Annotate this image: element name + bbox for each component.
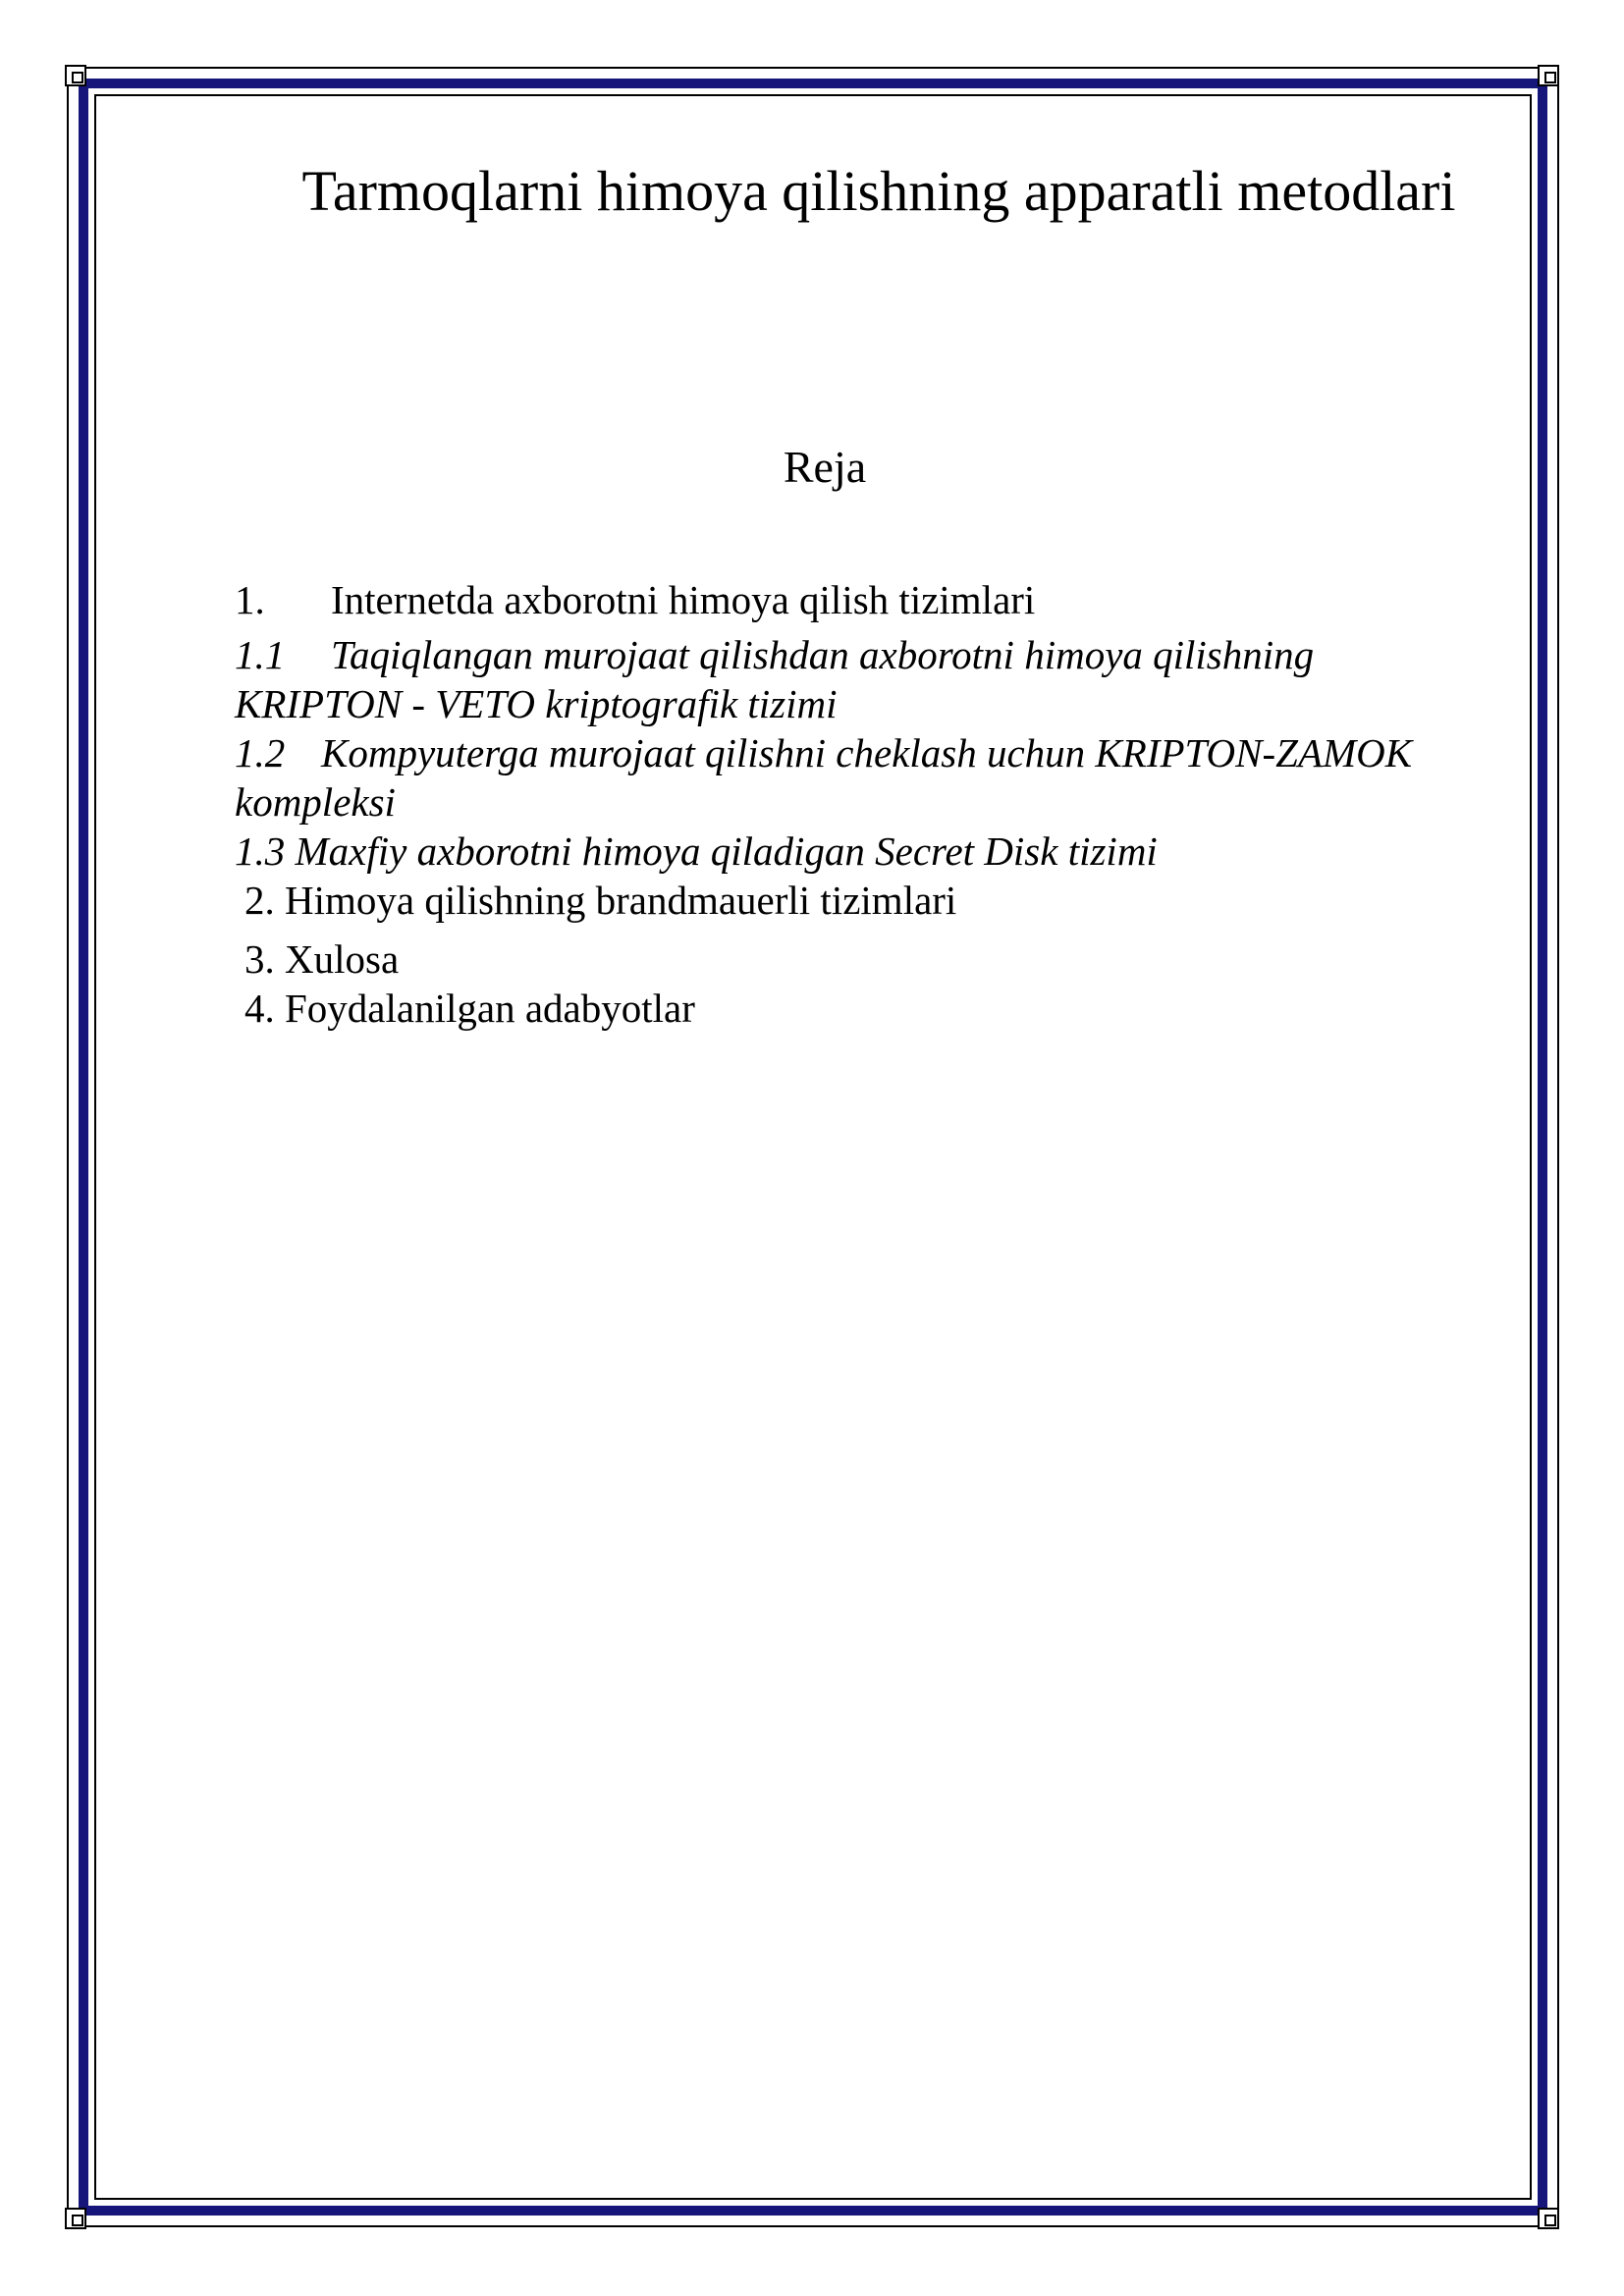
border-corner-ornament <box>1538 65 1559 86</box>
toc-item-number: 1.1 <box>235 632 286 677</box>
toc-item-text: Kompyuterga murojaat qilishni cheklash uchun KRIPTON-ZAMOK <box>321 730 1413 775</box>
toc-item-number: 2. <box>244 878 275 923</box>
toc-item-text: Himoya qilishning brandmauerli tizimlari <box>285 878 957 923</box>
toc-item <box>235 630 1531 679</box>
page-border-inner <box>94 94 1532 2200</box>
toc-item-number: 1. <box>235 577 265 622</box>
border-corner-ornament <box>65 2208 86 2229</box>
toc-item-number: 1.2 <box>235 730 286 775</box>
toc-item <box>235 984 1531 1033</box>
toc-item <box>235 876 1531 925</box>
toc-item <box>235 728 1531 777</box>
toc-item-text: Internetda axborotni himoya qilish tizimlari <box>331 577 1036 622</box>
toc-item-number: 1.3 <box>235 828 286 874</box>
table-of-contents <box>235 575 1531 1033</box>
toc-item <box>235 575 1531 624</box>
border-corner-ornament <box>65 65 86 86</box>
toc-item-continuation: KRIPTON - VETO kriptografik tizimi <box>235 681 838 726</box>
toc-item-number: 3. <box>244 936 275 982</box>
border-corner-ornament <box>1538 2208 1559 2229</box>
toc-item-text: Taqiqlangan murojaat qilishdan axborotni himoya qilishning <box>331 632 1315 677</box>
toc-item <box>235 934 1531 984</box>
toc-item-text: Foydalanilgan adabyotlar <box>285 986 695 1031</box>
document-title: Tarmoqlarni himoya qilishning apparatli metodlari <box>301 159 1456 223</box>
toc-item-continuation: kompleksi <box>235 779 396 825</box>
toc-item <box>235 827 1531 876</box>
plan-heading: Reja <box>783 442 867 492</box>
toc-item-number: 4. <box>244 986 275 1031</box>
toc-item-text: Maxfiy axborotni himoya qiladigan Secret Disk tizimi <box>295 828 1158 874</box>
toc-item-text: Xulosa <box>285 936 400 982</box>
